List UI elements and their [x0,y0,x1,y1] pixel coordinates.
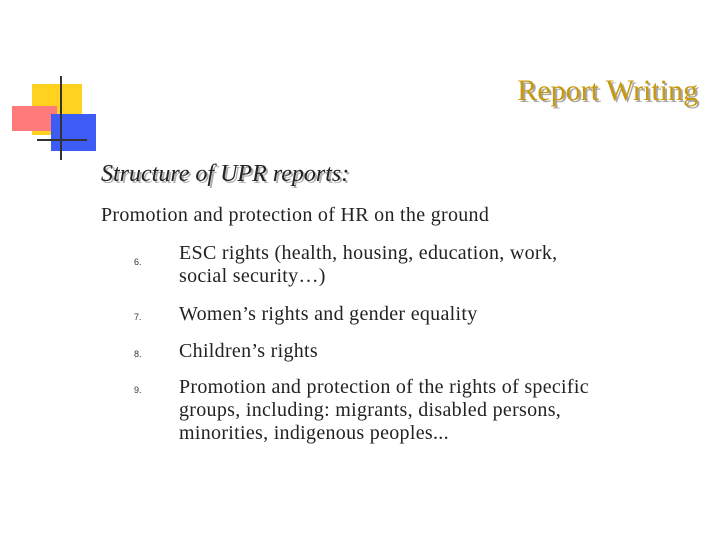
list-item-number: 8. [134,349,142,359]
slide-subtitle: Structure of UPR reports: [101,161,350,187]
horizontal-line [37,139,87,141]
vertical-line [60,76,62,160]
slide-title: Report Writing [517,74,698,107]
list-item-text: Promotion and protection of the rights of specific groups, including: migrants, disabled persons, minorities, indigenous peoples... [179,376,589,444]
list-item-text: Women’s rights and gender equality [179,303,478,325]
list-item [134,340,604,363]
list-item [134,242,604,288]
decorative-squares-graphic [0,0,120,170]
blue-square [51,114,96,151]
list-item-number: 9. [134,385,142,395]
intro-text: Promotion and protection of HR on the ground [101,204,490,226]
list-item [134,376,604,445]
list-item-number: 6. [134,257,142,267]
list-item [134,303,604,326]
list-item-text: ESC rights (health, housing, education, work, social security…) [179,242,558,287]
list-item-number: 7. [134,312,142,322]
list-item-text: Children’s rights [179,340,318,362]
